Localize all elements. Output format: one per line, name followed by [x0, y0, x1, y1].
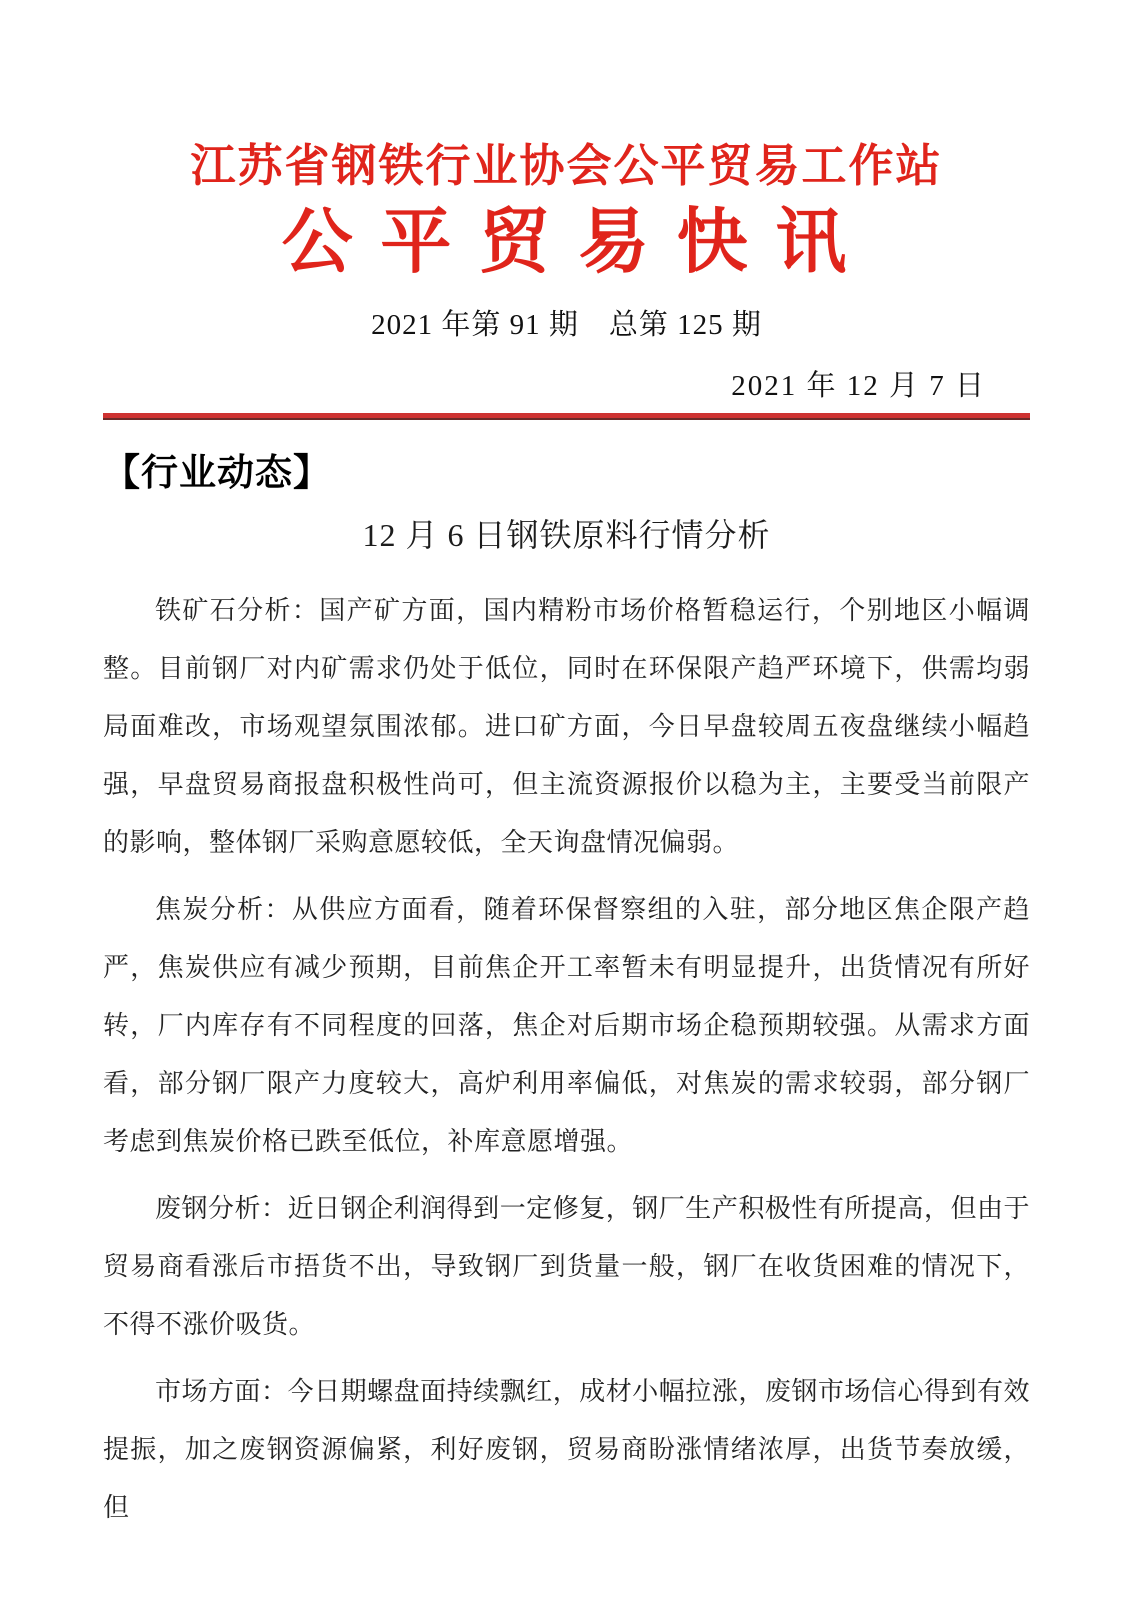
newsletter-title: 公 平 贸 易 快 讯 — [281, 203, 852, 282]
paragraph-iron-ore-analysis: 铁矿石分析：国产矿方面，国内精粉市场价格暂稳运行，个别地区小幅调整。目前钢厂对内矿需求仍处于低位，同时在环保限产趋严环境下，供需均弱局面难改，市场观望氛围浓郁。进口矿方面，今日早盘较周五夜盘继续小幅趋强，早盘贸易商报盘积极性尚可，但主流资源报价以稳为主，主要受当前限产的影响，整体钢厂采购意愿较低，全天询盘情况偏弱。 — [103, 596, 1030, 858]
article-body — [103, 582, 1030, 1537]
paragraph-coke-analysis: 焦炭分析：从供应方面看，随着环保督察组的入驻，部分地区焦企限产趋严，焦炭供应有减少预期，目前焦企开工率暂未有明显提升，出货情况有所好转，厂内库存有不同程度的回落，焦企对后期市场企稳预期较强。从需求方面看，部分钢厂限产力度较大，高炉利用率偏低，对焦炭的需求较弱，部分钢厂考虑到焦炭价格已跌至低位，补库意愿增强。 — [103, 895, 1030, 1157]
paragraph-market-overview: 市场方面：今日期螺盘面持续飘红，成材小幅拉涨，废钢市场信心得到有效提振，加之废钢资源偏紧，利好废钢，贸易商盼涨情绪浓厚，出货节奏放缓，但 — [103, 1377, 1030, 1523]
publication-date: 2021 年 12 月 7 日 — [731, 370, 986, 403]
issue-number-line: 2021 年第 91 期 总第 125 期 — [371, 309, 762, 342]
article-title: 12 月 6 日钢铁原料行情分析 — [362, 517, 771, 554]
header-divider-rule — [103, 413, 1030, 420]
org-title: 江苏省钢铁行业协会公平贸易工作站 — [190, 141, 943, 191]
section-heading-industry-news: 【行业动态】 — [103, 453, 331, 495]
paragraph-scrap-steel-analysis: 废钢分析：近日钢企利润得到一定修复，钢厂生产积极性有所提高，但由于贸易商看涨后市捂货不出，导致钢厂到货量一般，钢厂在收货困难的情况下，不得不涨价吸货。 — [103, 1194, 1030, 1340]
